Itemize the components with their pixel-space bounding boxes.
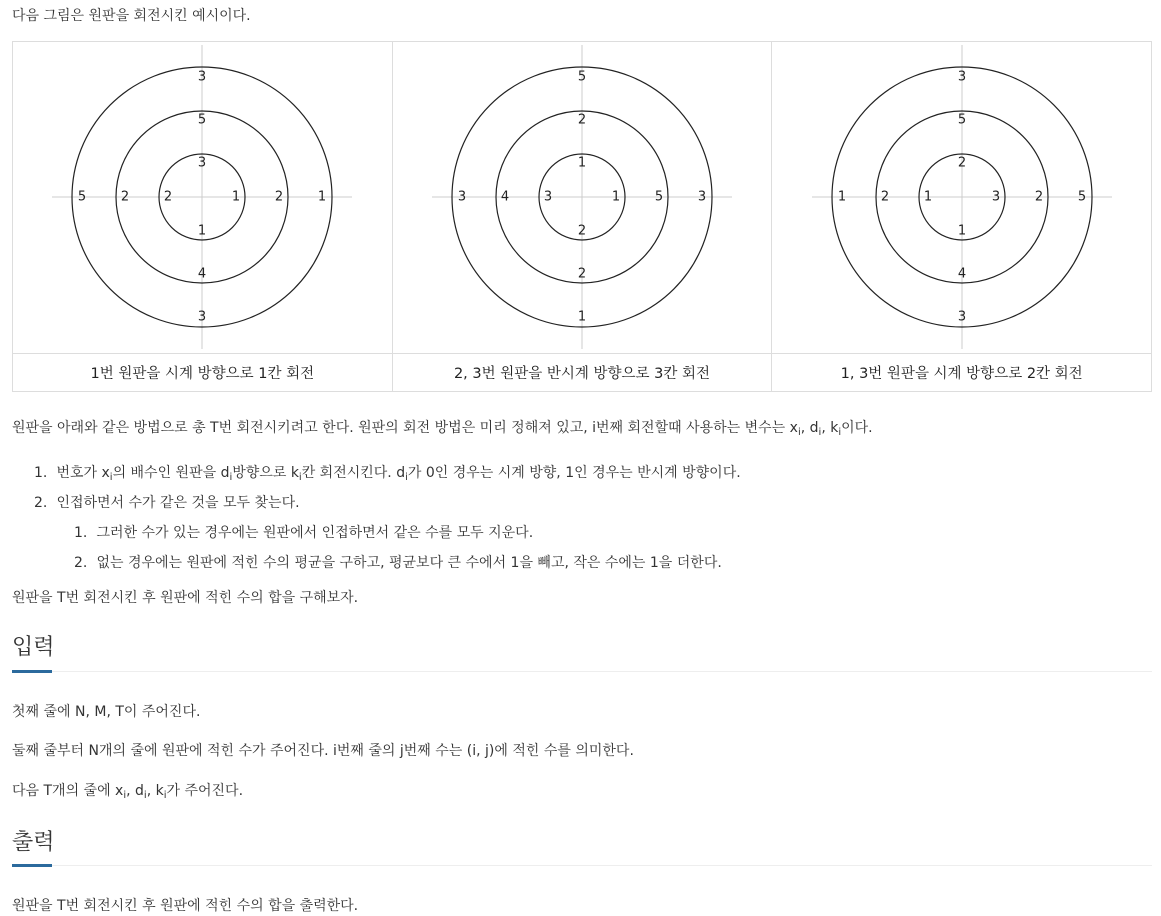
figure-cell-1 [13, 42, 393, 354]
list-item: 1. 번호가 $x_i$의 배수인 원판을 $d_i$방향으로 $k_i$칸 회전시킨다. $d_i$가 0인 경우는 시계 방향, 1인 경우는 반시계 방향이다. [34, 465, 741, 483]
figure-cell-3 [772, 42, 1152, 354]
middle-disk-number-top: 5 [957, 112, 966, 128]
output-divider [12, 865, 1152, 866]
list-item: 2. 인접하면서 수가 같은 것을 모두 찾는다. 1. 그러한 수가 있는 경우에는 원판에서 인접하면서 같은 수를 모두 지운다. 2. 없는 경우에는 원판에 적힌 수의 평균을 구하고, 평균보다 큰 수에서 1을 빼고, 작은 수에는 1을 더한다. [34, 488, 741, 578]
input-line-2: 둘째 줄부터 N개의 줄에 원판에 적힌 수가 주어진다. i번째 줄의 j번째 수는 (i, j)에 적힌 수를 의미한다. [12, 743, 634, 759]
input-heading-underline [12, 670, 52, 673]
middle-disk-number-bottom: 4 [198, 266, 207, 282]
intro-text: 다음 그림은 원판을 회전시킨 예시이다. [12, 8, 251, 24]
outer-disk-number-bottom: 3 [198, 309, 207, 325]
figure-caption-1: 1번 원판을 시계 방향으로 1칸 회전 [13, 354, 393, 392]
output-heading-underline [12, 864, 52, 867]
figure-cell-2 [392, 42, 772, 354]
outer-disk-number-left: 5 [78, 189, 87, 205]
procedure-list [34, 458, 741, 578]
inner-disk-number-top: 3 [198, 155, 207, 171]
middle-disk-number-top: 2 [577, 112, 587, 128]
rotation-figure-table [12, 41, 1152, 392]
input-divider [12, 671, 1152, 672]
middle-disk-number-bottom: 4 [957, 266, 966, 282]
input-heading: 입력 [12, 635, 55, 660]
inner-disk-number-left: 1 [923, 189, 932, 205]
outer-disk-number-left: 3 [457, 189, 467, 205]
outer-disk-number-left: 1 [837, 189, 846, 205]
outer-disk-number-bottom: 3 [957, 309, 966, 325]
disk-diagram-1 [52, 42, 352, 353]
outer-disk-number-top: 3 [198, 69, 207, 85]
middle-disk-number-left: 2 [880, 189, 889, 205]
outer-disk-number-right: 3 [697, 189, 707, 205]
middle-disk-number-top: 5 [198, 112, 207, 128]
input-line-3: 다음 T개의 줄에 $x_i$, $d_i$, $k_i$가 주어진다. [12, 783, 244, 801]
summary-text: 원판을 T번 회전시킨 후 원판에 적힌 수의 합을 구해보자. [12, 590, 359, 606]
output-heading: 출력 [12, 830, 55, 855]
outer-disk-number-top: 3 [957, 69, 966, 85]
inner-disk-number-bottom: 1 [957, 223, 966, 239]
inner-disk-number-right: 1 [611, 189, 621, 205]
outer-disk-number-top: 5 [577, 69, 587, 85]
sub-procedure-list [74, 518, 741, 578]
list-item: 1. 그러한 수가 있는 경우에는 원판에서 인접하면서 같은 수를 모두 지운다. [74, 525, 534, 541]
inner-disk-number-top: 2 [957, 155, 966, 171]
figure-caption-3: 1, 3번 원판을 시계 방향으로 2칸 회전 [772, 354, 1152, 392]
middle-disk-number-right: 2 [1034, 189, 1043, 205]
outer-disk-number-bottom: 1 [577, 309, 587, 325]
inner-disk-number-left: 3 [543, 189, 553, 205]
middle-disk-number-left: 2 [121, 189, 130, 205]
inner-disk-number-bottom: 2 [577, 223, 587, 239]
inner-disk-number-top: 1 [577, 155, 587, 171]
input-line-1: 첫째 줄에 N, M, T이 주어진다. [12, 704, 201, 720]
middle-disk-number-right: 5 [654, 189, 664, 205]
inner-disk-number-right: 3 [991, 189, 1000, 205]
middle-disk-number-left: 4 [500, 189, 510, 205]
inner-disk-number-right: 1 [232, 189, 241, 205]
list-item: 2. 없는 경우에는 원판에 적힌 수의 평균을 구하고, 평균보다 큰 수에서 1을 빼고, 작은 수에는 1을 더한다. [74, 555, 722, 571]
outer-disk-number-right: 1 [318, 189, 327, 205]
inner-disk-number-bottom: 1 [198, 223, 207, 239]
disk-diagram-2 [432, 42, 732, 353]
outer-disk-number-right: 5 [1077, 189, 1086, 205]
output-line-1: 원판을 T번 회전시킨 후 원판에 적힌 수의 합을 출력한다. [12, 898, 359, 914]
middle-disk-number-bottom: 2 [577, 266, 587, 282]
inner-disk-number-left: 2 [164, 189, 173, 205]
disk-diagram-3 [812, 42, 1112, 353]
figure-caption-2: 2, 3번 원판을 반시계 방향으로 3칸 회전 [392, 354, 772, 392]
middle-disk-number-right: 2 [275, 189, 284, 205]
description-text: 원판을 아래와 같은 방법으로 총 T번 회전시키려고 한다. 원판의 회전 방법은 미리 정해져 있고, i번째 회전할때 사용하는 변수는 $x_i$, $d_i$, $k_i$이다. [12, 420, 873, 438]
